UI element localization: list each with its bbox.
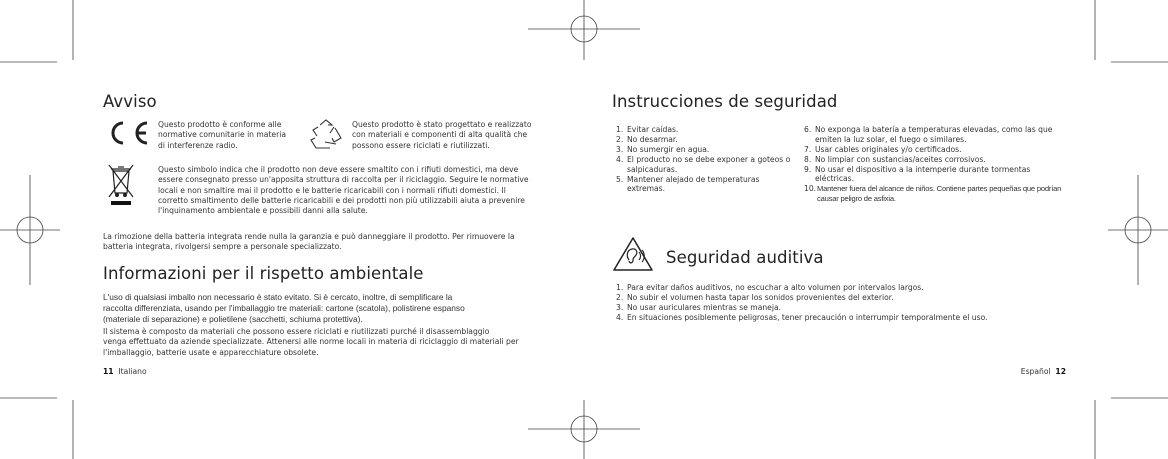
list-item: 2. No desarmar.: [616, 134, 678, 144]
list-item: 6. No exponga la batería a temperaturas elevadas, como las que emiten la luz solar, el fuego o similares.: [804, 125, 1053, 144]
list-item: 9. No usar el dispositivo a la intemperie durante tormentas eléctricas.: [804, 164, 1031, 184]
list-item: 10. Mantener fuera del alcance de niños. Contiene partes pequeñas que podrían causar peligro de asfixia.: [804, 184, 1062, 203]
list-item: 4. El producto no se debe exponer a goteos o salpicaduras.: [616, 154, 791, 174]
registration-mark-icon: [528, 400, 640, 459]
weee-bin-icon: [106, 163, 136, 207]
weee-description: Questo simbolo indica che il prodotto non deve essere smaltito con i rifiuti domestici, ma deve essere consegnato presso un'apposita struttura di raccolta per il riciclaggio. Seguire le normative locali e non smaltire mai il prodotto e le batterie ricaricabili con i normali rifiuti domestici. Il corretto smaltimento delle batterie ricaricabili e dei prodotti non più utilizzabili aiuta a prevenire l'inquinamento ambientale e possibili danni alla salute.: [158, 165, 529, 216]
registration-mark-icon: [528, 0, 640, 60]
page-number: 12: [1055, 367, 1066, 376]
footer-language: Español: [1020, 367, 1051, 376]
left-footer: [103, 367, 147, 376]
seguridad-list-col2: [804, 125, 1066, 204]
hearing-warning-icon: [612, 236, 654, 272]
list-item: 7. Usar cables originales y/o certificados.: [804, 144, 962, 154]
registration-mark-icon: [1108, 175, 1168, 285]
list-item: 3. No usar auriculares mientras se maneja.: [616, 302, 782, 312]
footer-language: Italiano: [118, 367, 147, 376]
auditiva-title: Seguridad auditiva: [666, 248, 824, 267]
avviso-title: Avviso: [103, 92, 157, 111]
ambiente-paragraph-2: Il sistema è composto da materiali che possono essere riciclati e riutilizzati purché il disassemblaggio venga effettuato da aziende specializzate. Attenersi alle norme locali in materia di riciclaggio di materiali per l'imballaggio, batterie usate e apparecchiature obsolete.: [103, 327, 519, 357]
list-item: 5. Mantener alejado de temperaturas extremas.: [616, 174, 760, 194]
list-item: 1. Evitar caídas.: [616, 125, 679, 134]
ambiente-paragraph-1: L'uso di qualsiasi imballo non necessario è stato evitato. Si è cercato, inoltre, di semplificare la raccolta differenziata, usando per l'imballaggio tre materiali: cartone (scatola), polistirene espanso (materiale di separazione) e polietilene (sacchetti, schiuma protettiva).: [103, 292, 465, 324]
ce-description: Questo prodotto è conforme alle normative comunitarie in materia di interferenze radio.: [158, 120, 286, 150]
list-item: 2. No subir el volumen hasta tapar los sonidos provenientes del exterior.: [616, 292, 894, 302]
recycle-description: Questo prodotto è stato progettato e realizzato con materiali e componenti di alta qualità che possono essere riciclati e riutilizzati.: [352, 120, 532, 150]
right-footer: [1000, 367, 1066, 376]
registration-mark-icon: [0, 175, 60, 285]
seguridad-list-col1: [616, 125, 796, 194]
recycle-icon: [308, 119, 344, 151]
list-item: 8. No limpiar con sustancias/aceites corrosivos.: [804, 154, 986, 164]
seguridad-title: Instrucciones de seguridad: [612, 92, 838, 111]
ce-mark-icon: [103, 120, 151, 146]
battery-note: La rimozione della batteria integrata rende nulla la garanzia e può danneggiare il prodotto. Per rimuovere la batteria integrata, rivolgersi sempre a personale specializzato.: [103, 232, 515, 252]
list-item: 3. No sumergir en agua.: [616, 144, 710, 154]
page-number: 11: [103, 367, 114, 376]
auditiva-list: [616, 283, 1036, 323]
list-item: 4. En situaciones posiblemente peligrosas, tener precaución o interrumpir temporalmente el uso.: [616, 312, 988, 322]
ambiente-title: Informazioni per il rispetto ambientale: [103, 264, 424, 283]
list-item: 1. Para evitar daños auditivos, no escuchar a alto volumen por intervalos largos.: [616, 283, 924, 292]
